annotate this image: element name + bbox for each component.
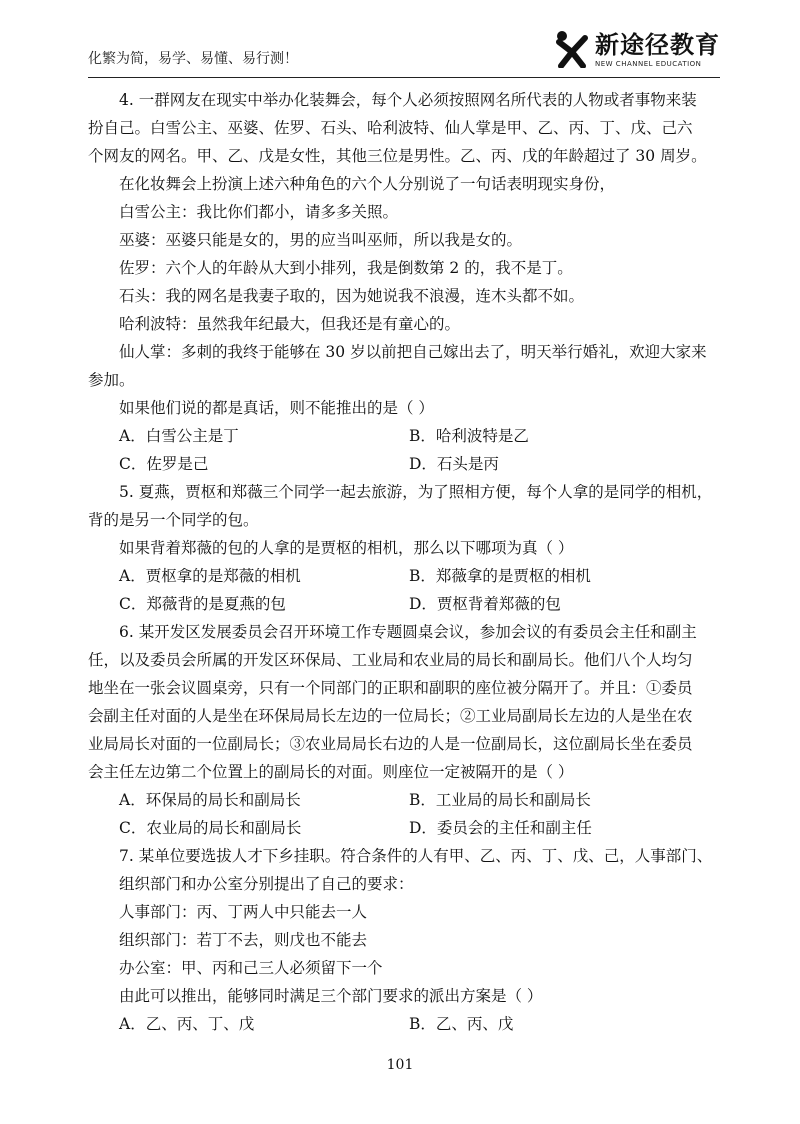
page-header [88,30,720,76]
answer-options-row [88,422,720,450]
text-line: 地坐在一张会议圆桌旁，只有一个同部门的正职和副职的座位被分隔开了。并且：①委员 [88,679,693,697]
text-line: 仙人掌：多刺的我终于能够在 30 岁以前把自己嫁出去了，明天举行婚礼，欢迎大家来 [119,343,707,361]
answer-option: B．郑薇拿的是贾枢的相机 [409,567,591,585]
text-line: 如果他们说的都是真话，则不能推出的是（ ） [119,399,434,417]
answer-option: C．佐罗是己 [119,455,209,473]
answer-option: D．委员会的主任和副主任 [409,819,592,837]
answer-option: D．贾枢背着郑薇的包 [409,595,561,613]
answer-options-row [88,450,720,478]
text-line: 哈利波特：虽然我年纪最大，但我还是有童心的。 [119,315,461,333]
header-slogan: 化繁为简，易学、易懂、易行测！ [88,51,298,67]
text-line: 组织部门和办公室分别提出了自己的要求： [119,875,414,893]
text-line: 组织部门：若丁不去，则戊也不能去 [119,931,368,949]
logo-english-name: NEW CHANNEL EDUCATION [595,60,702,68]
text-line: 业局局长对面的一位副局长；③农业局局长右边的人是一位副局长，这位副局长坐在委员 [88,735,693,753]
answer-option: A．环保局的局长和副局长 [119,791,301,809]
text-line: 6. 某开发区发展委员会召开环境工作专题圆桌会议，参加会议的有委员会主任和副主 [119,623,697,641]
answer-options-row [88,786,720,814]
answer-option: D．石头是丙 [409,455,499,473]
text-line: 扮自己。白雪公主、巫婆、佐罗、石头、哈利波特、仙人掌是甲、乙、丙、丁、戊、己六 [88,119,693,137]
page-number: 101 [386,1057,414,1073]
answer-option: C．郑薇背的是夏燕的包 [119,595,286,613]
text-line: 5. 夏燕，贾枢和郑薇三个同学一起去旅游，为了照相方便，每个人拿的是同学的相机， [119,483,713,501]
header-divider [88,77,720,78]
answer-option: A．白雪公主是丁 [119,427,239,445]
answer-option: B．乙、丙、戊 [409,1015,514,1033]
brand-logo [555,30,720,74]
text-line: 背的是另一个同学的包。 [88,511,259,529]
text-line: 会主任左边第二个位置上的副局长的对面。则座位一定被隔开的是（ ） [88,763,574,781]
text-line: 石头：我的网名是我妻子取的，因为她说我不浪漫，连木头都不如。 [119,287,585,305]
text-line: 如果背着郑薇的包的人拿的是贾枢的相机，那么以下哪项为真（ ） [119,539,574,557]
text-line: 任，以及委员会所属的开发区环保局、工业局和农业局的局长和副局长。他们八个人均匀 [88,651,693,669]
text-line: 4. 一群网友在现实中举办化装舞会，每个人必须按照网名所代表的人物或者事物来装 [119,91,697,109]
logo-chinese-name: 新途径教育 [595,31,720,59]
text-line: 白雪公主：我比你们都小，请多多关照。 [119,203,399,221]
answer-option: B．哈利波特是乙 [409,427,529,445]
answer-option: B．工业局的局长和副局长 [409,791,591,809]
text-line: 由此可以推出，能够同时满足三个部门要求的派出方案是（ ） [119,987,543,1005]
answer-options-row [88,590,720,618]
answer-options-row [88,562,720,590]
answer-option: C．农业局的局长和副局长 [119,819,302,837]
text-line: 人事部门：丙、丁两人中只能去一人 [119,903,368,921]
brand-logo-icon [555,30,589,68]
answer-option: A．乙、丙、丁、戊 [119,1015,255,1033]
text-line: 个网友的网名。甲、乙、戊是女性，其他三位是男性。乙、丙、戊的年龄超过了 30 周岁。 [88,147,707,165]
text-line: 7. 某单位要选拔人才下乡挂职。符合条件的人有甲、乙、丙、丁、戊、己，人事部门、 [119,847,713,865]
text-line: 办公室：甲、丙和己三人必须留下一个 [119,959,383,977]
answer-options-row [88,814,720,842]
text-line: 巫婆：巫婆只能是女的，男的应当叫巫师，所以我是女的。 [119,231,523,249]
answer-options-row [88,1010,720,1038]
text-line: 佐罗：六个人的年龄从大到小排列，我是倒数第 2 的，我不是丁。 [119,259,573,277]
text-line: 在化妆舞会上扮演上述六种角色的六个人分别说了一句话表明现实身份， [119,175,616,193]
text-line: 参加。 [88,371,135,389]
answer-option: A．贾枢拿的是郑薇的相机 [119,567,301,585]
text-line: 会副主任对面的人是坐在环保局局长左边的一位局长；②工业局副局长左边的人是坐在农 [88,707,693,725]
document-body [88,86,720,1038]
